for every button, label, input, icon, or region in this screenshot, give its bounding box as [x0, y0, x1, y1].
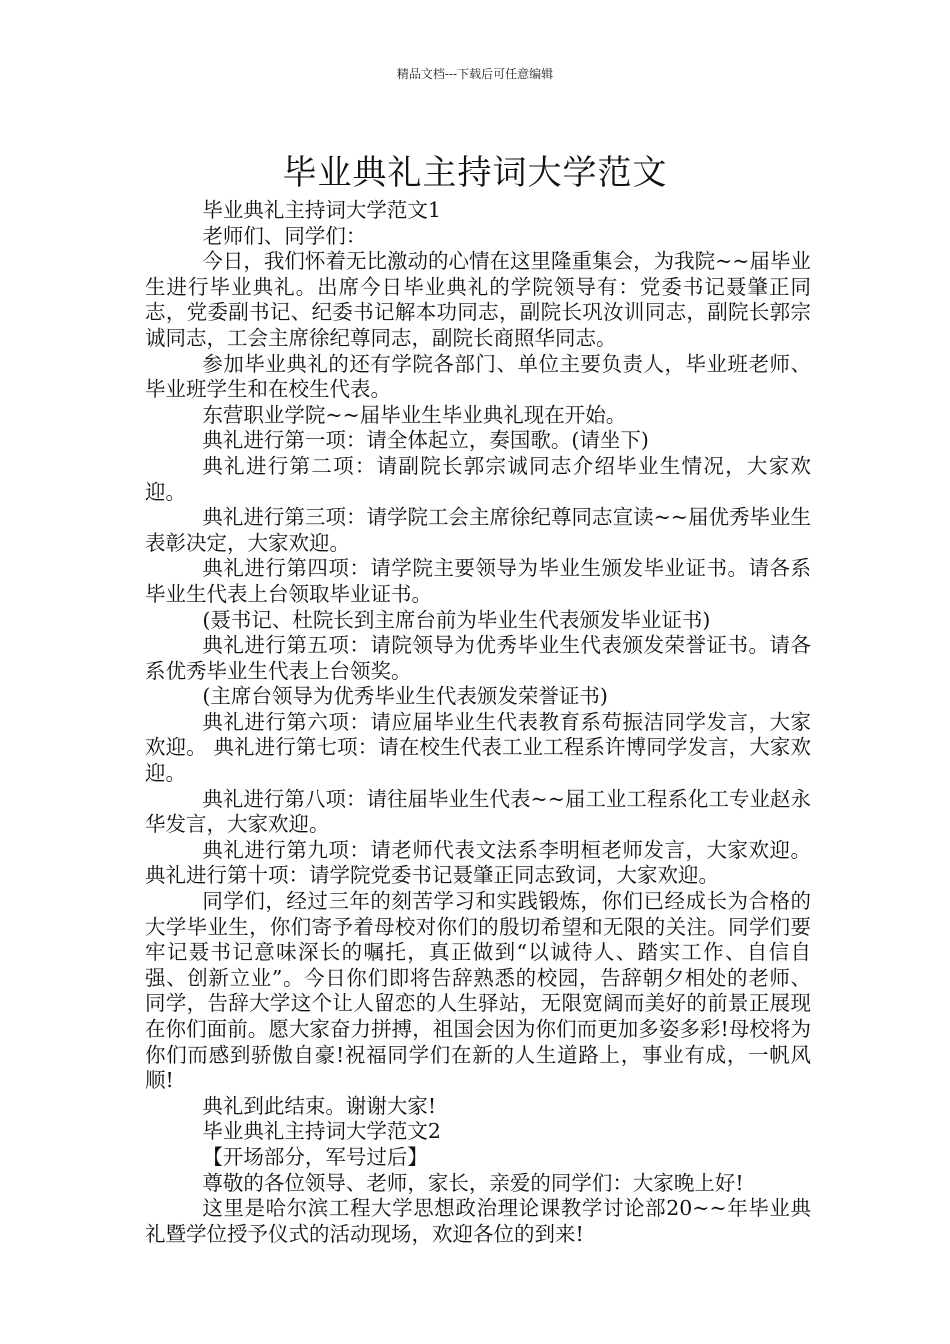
header-note: 精品文档---下载后可任意编辑 — [396, 67, 554, 81]
paragraph: 毕业典礼主持词大学范文1 — [202, 198, 441, 222]
paragraph: 今日，我们怀着无比激动的心情在这里隆重集会，为我院~~届毕业生进行毕业典礼。出席今日毕业典礼的学院领导有：党委书记聂肇正同志，党委副书记、纪委书记解本功同志，副院长巩汝训同志，副院长郭宗诚同志，工会主席徐纪尊同志，副院长商照华同志。 — [145, 249, 811, 350]
paragraph: 尊敬的各位领导、老师，家长，亲爱的同学们：大家晚上好! — [202, 1170, 744, 1195]
paragraph: 典礼到此结束。谢谢大家! — [202, 1093, 437, 1118]
paragraph: 典礼进行第五项：请院领导为优秀毕业生代表颁发荣誉证书。请各系优秀毕业生代表上台领奖。 — [145, 633, 811, 683]
paragraph: 典礼进行第四项：请学院主要领导为毕业生颁发毕业证书。请各系毕业生代表上台领取毕业证书。 — [145, 556, 811, 606]
paragraph: (主席台领导为优秀毕业生代表颁发荣誉证书) — [202, 684, 608, 709]
paragraph: (聂书记、杜院长到主席台前为毕业生代表颁发毕业证书) — [202, 607, 711, 632]
paragraph: 典礼进行第三项：请学院工会主席徐纪尊同志宣读~~届优秀毕业生表彰决定，大家欢迎。 — [145, 505, 811, 555]
paragraph: 典礼进行第一项：请全体起立，奏国歌。(请坐下) — [202, 428, 649, 453]
document-title: 毕业典礼主持词大学范文 — [282, 152, 668, 193]
paragraph: 这里是哈尔滨工程大学思想政治理论课教学讨论部20~~年毕业典礼暨学位授予仪式的活动现场，欢迎各位的到来! — [145, 1196, 811, 1246]
paragraph: 参加毕业典礼的还有学院各部门、单位主要负责人，毕业班老师、毕业班学生和在校生代表。 — [145, 351, 811, 402]
paragraph: 典礼进行第九项：请老师代表文法系李明桓老师发言，大家欢迎。 典礼进行第十项：请学院党委书记聂肇正同志致词，大家欢迎。 — [145, 837, 811, 888]
document-body — [145, 198, 811, 1247]
paragraph: 典礼进行第六项：请应届毕业生代表教育系苟振洁同学发言，大家欢迎。 典礼进行第七项：请在校生代表工业工程系许博同学发言，大家欢迎。 — [145, 709, 811, 786]
paragraph: 东营职业学院~~届毕业生毕业典礼现在开始。 — [202, 402, 627, 427]
paragraph: 老师们、同学们： — [202, 223, 367, 248]
paragraph: 【开场部分，军号过后】 — [202, 1144, 428, 1169]
paragraph: 同学们，经过三年的刻苦学习和实践锻炼，你们已经成长为合格的大学毕业生，你们寄予着母校对你们的殷切希望和无限的关注。同学们要牢记聂书记意味深长的嘱托，真正做到“以诚待人、踏实工作、自信自强、创新立业”。今日你们即将告辞熟悉的校园，告辞朝夕相处的老师、同学，告辞大学这个让人留恋的人生驿站，无限宽阔而美好的前景正展现在你们面前。愿大家奋力拼搏，祖国会因为你们而更加多姿多彩!母校将为你们而感到骄傲自豪!祝福同学们在新的人生道路上，事业有成，一帆风顺! — [145, 889, 811, 1093]
paragraph: 典礼进行第八项：请往届毕业生代表~~届工业工程系化工专业赵永华发言，大家欢迎。 — [145, 786, 811, 837]
paragraph: 典礼进行第二项：请副院长郭宗诚同志介绍毕业生情况，大家欢迎。 — [145, 453, 811, 504]
paragraph: 毕业典礼主持词大学范文2 — [202, 1119, 441, 1144]
